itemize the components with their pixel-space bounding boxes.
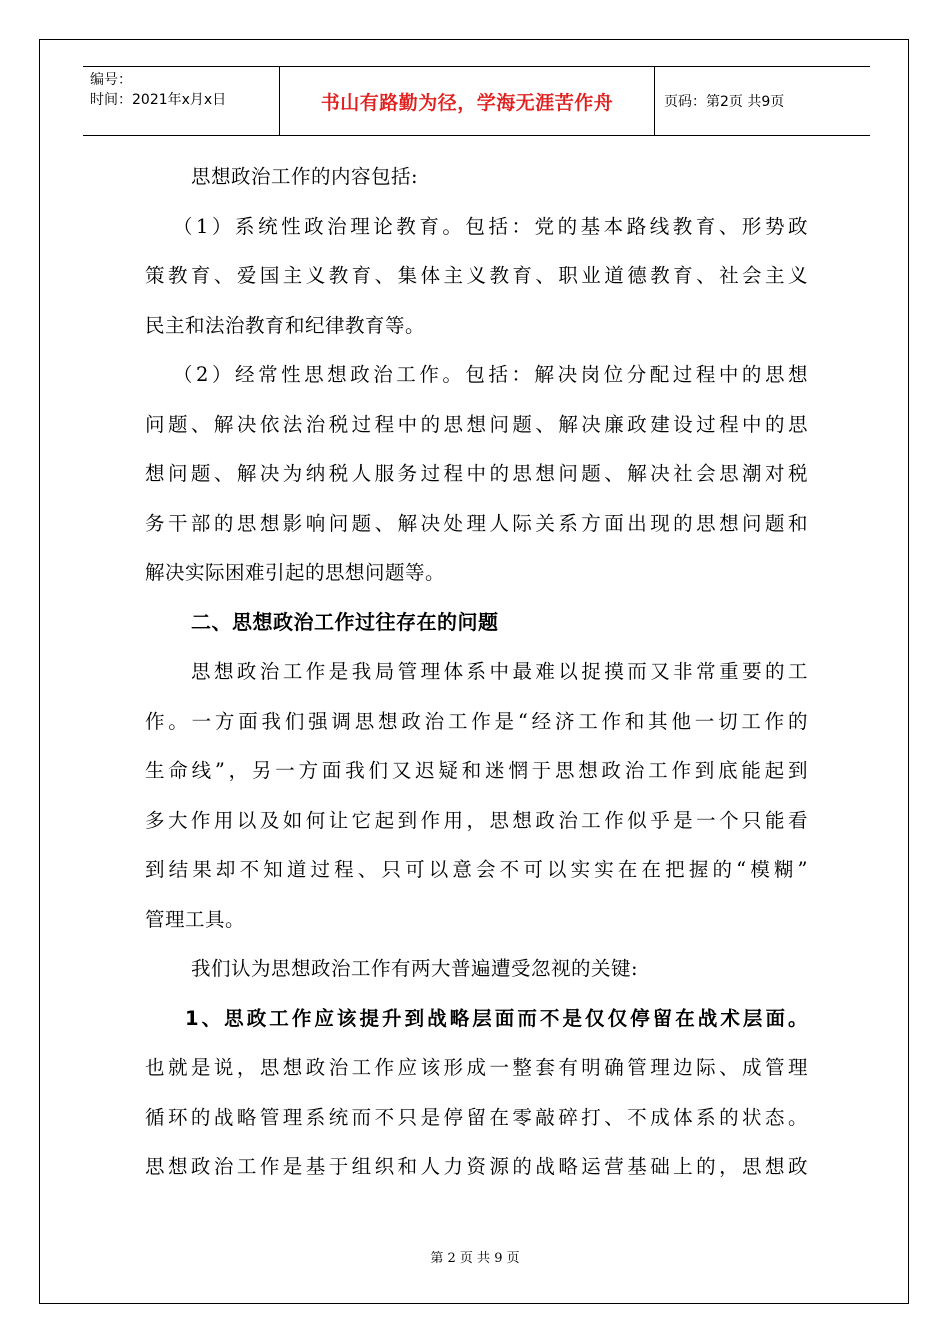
- paragraph-line: 策教育、爱国主义教育、集体主义教育、职业道德教育、社会主义: [145, 264, 808, 287]
- paragraph-line: 思想政治工作是基于组织和人力资源的战略运营基础上的，思想政: [145, 1155, 808, 1178]
- document-body: [145, 152, 808, 1192]
- header-motto: 书山有路勤为径，学海无涯苦作舟: [320, 91, 614, 114]
- paragraph-line: 也就是说，思想政治工作应该形成一整套有明确管理边际、成管理: [145, 1056, 808, 1079]
- header-meta: [83, 67, 279, 135]
- paragraph-line: 生命线”，另一方面我们又迟疑和迷惘于思想政治工作到底能起到: [145, 759, 808, 782]
- paragraph-line: 作。一方面我们强调思想政治工作是“经济工作和其他一切工作的: [145, 709, 808, 733]
- paragraph-line: 循环的战略管理系统而不只是停留在零敲碎打、不成体系的状态。: [145, 1105, 808, 1129]
- section-heading: 二、思想政治工作过往存在的问题: [191, 609, 499, 634]
- header-motto-cell: [279, 67, 655, 135]
- paragraph-line: 解决实际困难引起的思想问题等。: [145, 561, 446, 584]
- paragraph-line: 思想政治工作的内容包括:: [191, 165, 419, 188]
- paragraph-line: 我们认为思想政治工作有两大普遍遭受忽视的关键:: [191, 957, 639, 980]
- header-page-number: 页码：第2页 共9页: [664, 94, 785, 110]
- paragraph-line: 思想政治工作是我局管理体系中最难以捉摸而又非常重要的工: [191, 660, 808, 683]
- paragraph-line: 多大作用以及如何让它起到作用，思想政治工作似乎是一个只能看: [145, 808, 808, 832]
- document-time-label: 时间：2021年x月x日: [90, 92, 227, 108]
- document-number-label: 编号：: [90, 72, 132, 88]
- paragraph-line: 务干部的思想影响问题、解决处理人际关系方面出现的思想问题和: [145, 511, 808, 535]
- page-header: [83, 66, 870, 136]
- paragraph-line: （1）系统性政治理论教育。包括：党的基本路线教育、形势政: [173, 214, 808, 238]
- paragraph-line: 管理工具。: [145, 907, 246, 931]
- paragraph-line: 想问题、解决为纳税人服务过程中的思想问题、解决社会思潮对税: [145, 462, 808, 485]
- paragraph-line: 问题、解决依法治税过程中的思想问题、解决廉政建设过程中的思: [145, 412, 808, 436]
- bold-subheading: 1、思政工作应该提升到战略层面而不是仅仅停留在战术层面。: [185, 1006, 808, 1030]
- page-footer: 第 2 页 共 9 页: [430, 1251, 520, 1266]
- paragraph-line: 到结果却不知道过程、只可以意会不可以实实在在把握的“模糊”: [145, 858, 808, 881]
- paragraph-line: （2）经常性思想政治工作。包括：解决岗位分配过程中的思想: [173, 363, 808, 386]
- paragraph-line: 民主和法治教育和纪律教育等。: [145, 313, 426, 337]
